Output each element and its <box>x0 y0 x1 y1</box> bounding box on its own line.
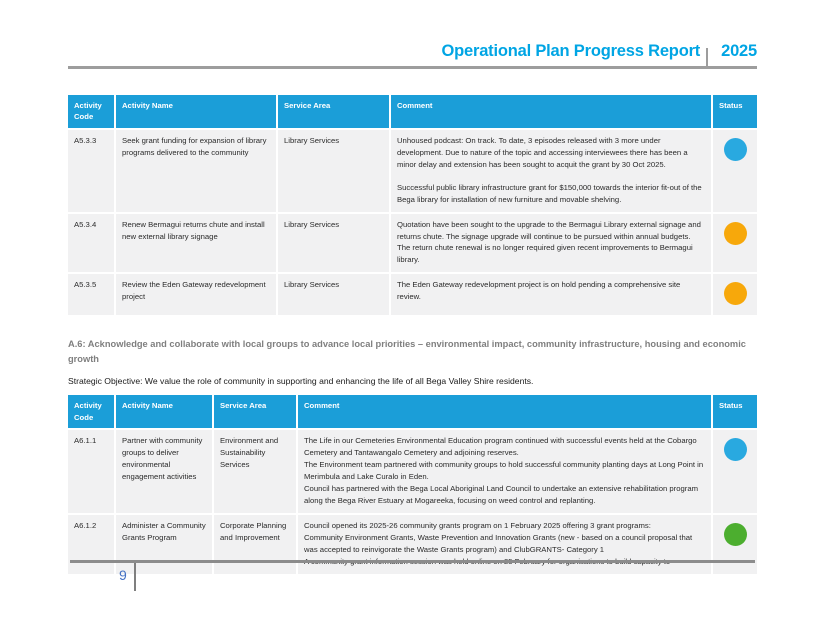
service-area-cell: Corporate Planning and Improvement <box>213 514 297 574</box>
header-divider <box>706 48 708 66</box>
status-cell <box>712 213 757 274</box>
activity-code-cell: A5.3.5 <box>68 273 115 315</box>
section-heading-a6: A.6: Acknowledge and collaborate with local groups to advance local priorities – environmental impact, community infrastructure, housing and economic growth <box>68 339 746 364</box>
comment-paragraph: The Environment team partnered with community groups to hold successful community planting days at Long Point in Merimbula and Lake Curalo in Eden. <box>304 460 704 482</box>
table-row <box>68 129 757 213</box>
status-indicator <box>724 222 747 245</box>
comment-paragraph: Community Environment Grants, Waste Prevention and Innovation Grants (new - based on a council proposal that was accepted to reinvigorate the Waste Grants program) and ClubGRANTS- Category 1 <box>304 532 693 554</box>
col-header-service-area: Service Area <box>213 395 297 429</box>
col-header-activity-code: Activity Code <box>68 395 115 429</box>
activity-name-cell: Partner with community groups to deliver environmental engagement activities <box>115 429 213 514</box>
comment-paragraph: Council opened its 2025-26 community grants program on 1 February 2025 offering 3 grant programs: <box>304 520 651 530</box>
comment-cell <box>390 129 712 213</box>
col-header-activity-name: Activity Name <box>115 95 277 129</box>
activity-name-cell: Review the Eden Gateway redevelopment project <box>115 273 277 315</box>
status-cell <box>712 273 757 315</box>
report-title: Operational Plan Progress Report <box>441 42 701 60</box>
service-area-cell: Environment and Sustainability Services <box>213 429 297 514</box>
service-area-cell: Library Services <box>277 273 390 315</box>
table-header-row <box>68 95 757 129</box>
service-area-cell: Library Services <box>277 213 390 274</box>
table-header-row <box>68 395 757 429</box>
activities-table-a5 <box>68 95 757 315</box>
report-year: 2025 <box>721 42 757 60</box>
report-header <box>0 0 825 69</box>
table-row <box>68 429 757 514</box>
page-number: 9 <box>119 567 127 583</box>
table-row <box>68 213 757 274</box>
status-indicator <box>724 282 747 305</box>
activity-name-cell: Renew Bermagui returns chute and install new external library signage <box>115 213 277 274</box>
status-cell <box>712 429 757 514</box>
comment-cell <box>390 213 712 274</box>
page-body <box>68 95 757 574</box>
col-header-comment: Comment <box>297 395 712 429</box>
status-indicator <box>724 523 747 546</box>
col-header-comment: Comment <box>390 95 712 129</box>
service-area-cell: Library Services <box>277 129 390 213</box>
report-header-inner <box>68 0 757 69</box>
table-header <box>68 95 757 129</box>
page-footer <box>70 560 755 591</box>
comment-paragraph: Council has partnered with the Bega Local Aboriginal Land Council to undertake an extensive rehabilitation program along the Bega River Estuary at Mogareeka, focusing on weed control and replanting. <box>304 483 699 505</box>
activity-code-cell: A5.3.3 <box>68 129 115 213</box>
comment-paragraph: Successful public library infrastructure grant for $150,000 towards the interior fit-out of the Bega library for installation of new furniture and movable shelving. <box>397 182 702 204</box>
comment-paragraph: Unhoused podcast: On track. To date, 3 episodes released with 3 more under development. Due to nature of the topic and accessing interviewees there has been a minor delay and extension has been sought to acquit the grant by 30 Oct 2025. <box>397 135 688 169</box>
activity-code-cell: A5.3.4 <box>68 213 115 274</box>
comment-paragraph: The Eden Gateway redevelopment project is on hold pending a comprehensive site review. <box>397 280 681 302</box>
activity-code-cell: A6.1.1 <box>68 429 115 514</box>
col-header-status: Status <box>712 95 757 129</box>
activity-name-cell: Administer a Community Grants Program <box>115 514 213 574</box>
status-indicator <box>724 438 747 461</box>
footer-divider-bar <box>134 563 136 591</box>
comment-paragraph: The Life in our Cemeteries Environmental Education program continued with successful events held at the Cobargo Cemetery and Tantawangalo Cemetery and adjoining reserves. <box>304 436 697 458</box>
col-header-service-area: Service Area <box>277 95 390 129</box>
activity-code-cell: A6.1.2 <box>68 514 115 574</box>
comment-cell <box>297 429 712 514</box>
status-cell <box>712 129 757 213</box>
strategic-objective: Strategic Objective: We value the role of community in supporting and enhancing the life of all Bega Valley Shire residents. <box>68 376 534 387</box>
col-header-activity-code: Activity Code <box>68 95 115 129</box>
comment-cell <box>390 273 712 315</box>
status-indicator <box>724 138 747 161</box>
page-number-block <box>119 563 755 591</box>
table-header <box>68 395 757 429</box>
col-header-status: Status <box>712 395 757 429</box>
col-header-activity-name: Activity Name <box>115 395 213 429</box>
comment-paragraph: Quotation have been sought to the upgrade to the Bermagui Library external signage and returns chute. The signage upgrade will continue to be pursued within annual budgets. The return chute renewal is no longer required given recent improvements to Bermagui library. <box>397 219 701 265</box>
table-row <box>68 273 757 315</box>
activity-name-cell: Seek grant funding for expansion of library programs delivered to the community <box>115 129 277 213</box>
activities-table-a6 <box>68 395 757 573</box>
